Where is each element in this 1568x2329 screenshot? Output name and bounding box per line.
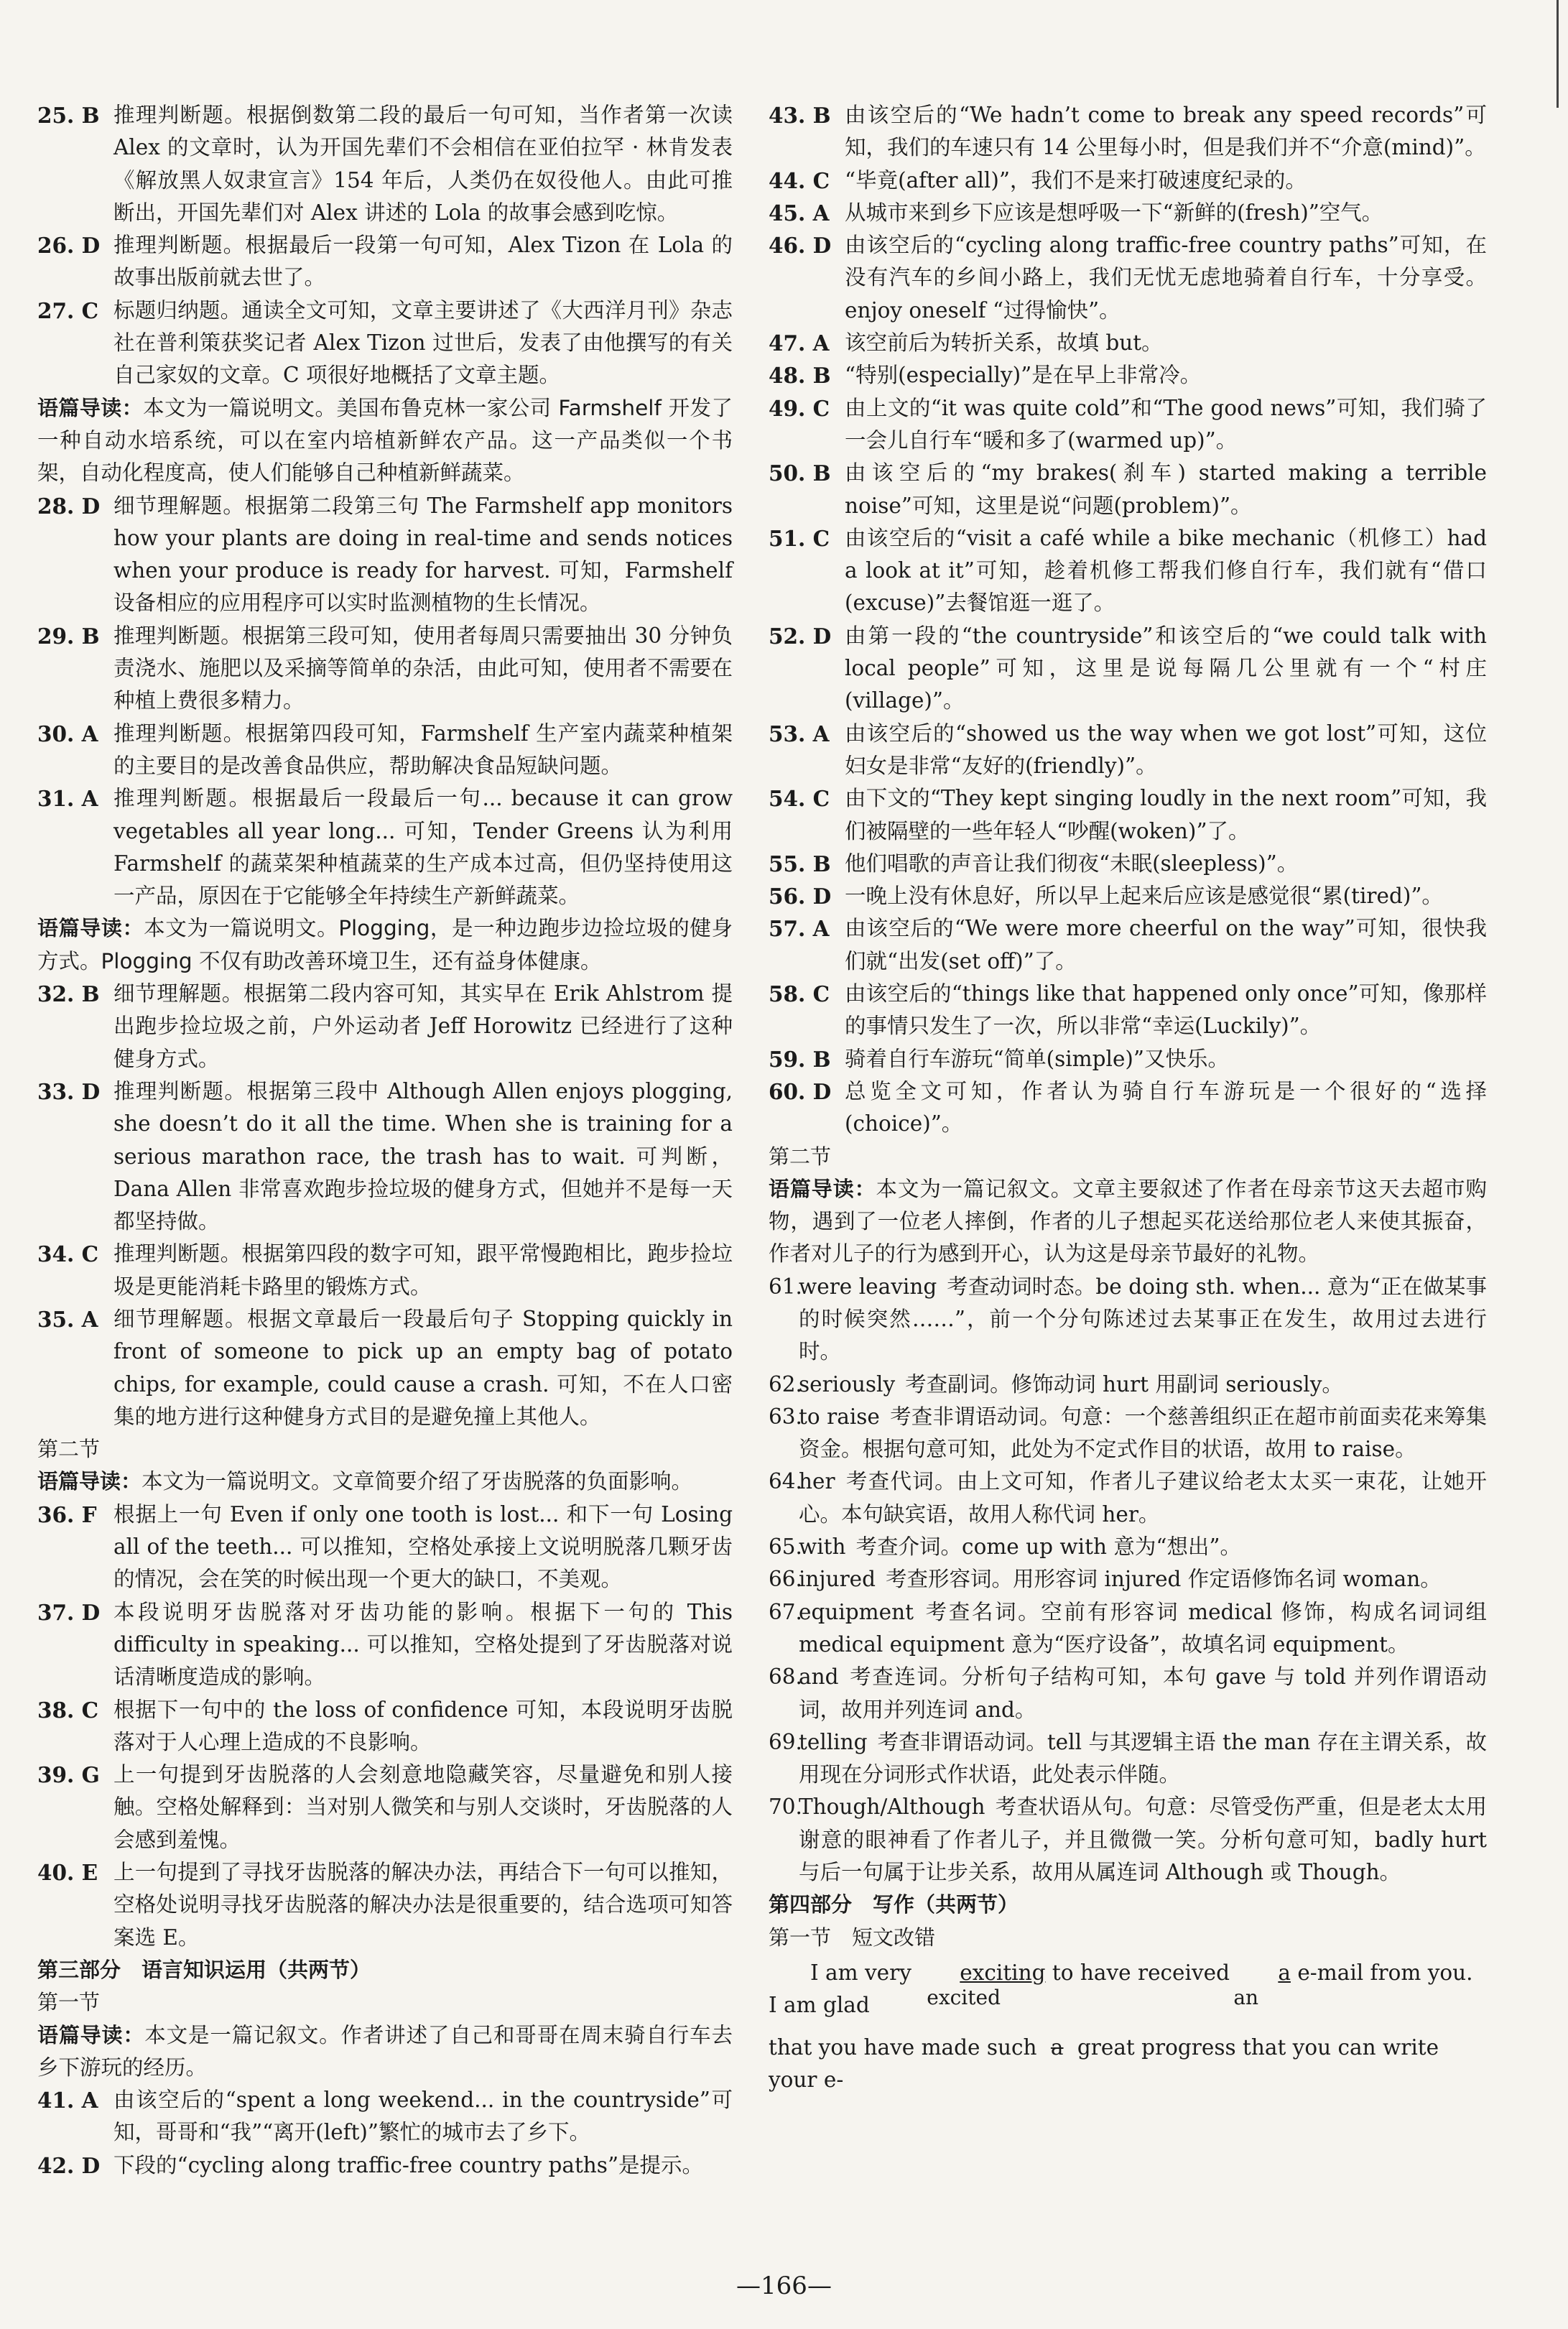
answer-explanation: 考查状语从句。句意：尽管受伤严重，但是老太太用谢意的眼神看了作者儿子，并且微微一笑。分析句意可知，badly hurt 与后一句属于让步关系，故用从属连词 Although 或 Though。 [799, 1795, 1487, 1885]
answer-explanation: 推理判断题。根据第三段中 Although Allen enjoys plogging, she doesn’t do it all the time. When she is training for a serious marathon race, the trash has to wait. 可判断，Dana Allen 非常喜欢跑步捡垃圾的健身方式，但她并不是每一天都坚持做。 [113, 1078, 733, 1234]
answer-explanation: 由该空后的“things like that happened only once”可知，像那样的事情只发生了一次，所以非常“幸运(Luckily)”。 [845, 981, 1487, 1039]
answer-item [37, 1238, 733, 1303]
section-heading: 第一节 [37, 1990, 101, 2015]
answer-number: 42. D [37, 2152, 101, 2178]
answer-number: 59. B [769, 1046, 831, 1072]
passage-guide [37, 392, 733, 490]
answer-explanation: 推理判断题。根据倒数第二段的最后一句可知，当作者第一次读 Alex 的文章时，认为开国先辈们不会相信在亚伯拉罕 · 林肯发表《解放黑人奴隶宣言》154 年后，人类仍在奴役他人。由此可推断出，开国先辈们对 Alex 讲述的 Lola 的故事会感到吃惊。 [113, 103, 733, 225]
answer-number: 43. B [769, 103, 831, 128]
answer-item [37, 1596, 733, 1694]
answer-item [37, 1694, 733, 1759]
answer-number: 40. E [37, 1860, 98, 1886]
answer-item [769, 392, 1487, 458]
answer-explanation: 下段的“cycling along traffic-free country paths”是提示。 [113, 2152, 704, 2177]
answer-number: 33. D [37, 1078, 101, 1104]
answer-number: 34. C [37, 1241, 99, 1267]
answer-explanation: 由该空后的“spent a long weekend... in the countryside”可知，哥哥和“我”“离开(left)”繁忙的城市去了乡下。 [113, 2088, 733, 2145]
right-column-list [769, 99, 1487, 1954]
correction-line-1 [769, 1957, 1487, 2022]
section-heading: 第二节 [769, 1144, 832, 1169]
left-column [37, 99, 733, 2182]
answer-explanation: 由该空后的“my brakes(刹车) started making a terrible noise”可知，这里是说“问题(problem)”。 [845, 460, 1487, 518]
grammar-answer-item [769, 1271, 1487, 1369]
page-number: —166— [736, 2272, 832, 2300]
passage-guide [769, 1173, 1487, 1271]
answer-number: 39. G [37, 1762, 100, 1788]
answer-explanation: 推理判断题。根据第四段可知，Farmshelf 生产室内蔬菜种植架的主要目的是改善食品供应，帮助解决食品短缺问题。 [113, 721, 733, 778]
answer-item [769, 782, 1487, 848]
answer-number: 29. B [37, 623, 100, 649]
guide-text: 本文为一篇说明文。Plogging，是一种边跑步边捡垃圾的健身方式。Plogging 不仅有助改善环境卫生，还有益身体健康。 [37, 916, 733, 973]
answer-explanation: 推理判断题。根据最后一段最后一句... because it can grow vegetables all year long... 可知，Tender Greens 认为利用 Farmshelf 的蔬菜架种植蔬菜的生产成本过高，但仍坚持使用这一产品，原因在于它能够全年持续生产新鲜蔬菜。 [113, 786, 733, 909]
answer-item [37, 2149, 733, 2182]
answer-item [769, 978, 1487, 1043]
answer-number: 51. C [769, 525, 830, 551]
answer-number: 54. C [769, 786, 830, 812]
answer-explanation: 由下文的“They kept singing loudly in the next room”可知，我们被隔壁的一些年轻人“吵醒(woken)”了。 [845, 786, 1487, 843]
answer-number: 58. C [769, 981, 830, 1007]
answer-item [769, 327, 1487, 359]
answer-item [37, 1856, 733, 1954]
answer-number: 61. [769, 1274, 802, 1299]
answer-item [37, 490, 733, 620]
answer-item [37, 620, 733, 718]
answer-number: 38. C [37, 1697, 99, 1723]
right-column [769, 99, 1487, 2096]
answer-explanation: 由该空后的“cycling along traffic-free country paths”可知，在没有汽车的乡间小路上，我们无忧无虑地骑着自行车，十分享受。enjoy oneself “过得愉快”。 [845, 233, 1487, 323]
answer-explanation: 根据下一句中的 the loss of confidence 可知，本段说明牙齿脱落对于人心理上造成的不良影响。 [113, 1697, 733, 1754]
answer-number: 47. A [769, 330, 830, 356]
answer-number: 68. [769, 1664, 802, 1690]
answer-item [37, 2084, 733, 2149]
correction-text: to have received [1052, 1960, 1230, 1985]
correction-line-2 [769, 2032, 1487, 2096]
fix-an: an [1233, 1985, 1259, 2009]
answer-explanation: 由该空后的“We were more cheerful on the way”可知，很快我们就“出发(set off)”了。 [845, 916, 1487, 973]
answer-number: 70. [769, 1795, 802, 1820]
answer-explanation: 细节理解题。根据第二段内容可知，其实早在 Erik Ahlstrom 提出跑步捡垃圾之前，户外运动者 Jeff Horowitz 已经进行了这种健身方式。 [113, 981, 733, 1071]
answer-item [769, 1075, 1487, 1141]
answer-item [37, 1303, 733, 1433]
answer-item [769, 457, 1487, 522]
guide-text: 本文为一篇记叙文。文章主要叙述了作者在母亲节这天去超市购物，遇到了一位老人摔倒，作者的儿子想起买花送给那位老人来使其振奋，作者对儿子的行为感到开心，认为这是母亲节最好的礼物。 [769, 1176, 1487, 1267]
answer-item [37, 229, 733, 295]
answer-explanation: 骑着自行车游玩“简单(simple)”又快乐。 [845, 1046, 1230, 1071]
answer-explanation: 由上文的“it was quite cold”和“The good news”可知，我们骑了一会儿自行车“暖和多了(warmed up)”。 [845, 395, 1487, 453]
answer-item [37, 1499, 733, 1596]
section-heading: 第二节 [37, 1437, 101, 1462]
answer-number: 55. B [769, 851, 831, 876]
passage-guide [37, 1466, 733, 1498]
passage-guide [37, 912, 733, 978]
answer-explanation: 上一句提到牙齿脱落的人会刻意地隐藏笑容，尽量避免和别人接触。空格处解释到：当对别人微笑和与别人交谈时，牙齿脱落的人会感到羞愧。 [113, 1762, 733, 1852]
answer-number: 36. F [37, 1501, 97, 1527]
guide-label: 语篇导读： [37, 1469, 142, 1494]
guide-label: 语篇导读： [37, 916, 144, 941]
correction-text: I am very [810, 1960, 911, 1985]
answer-number: 49. C [769, 395, 830, 421]
answer-number: 52. D [769, 623, 832, 649]
grammar-answer-item [769, 1369, 1487, 1401]
answer-item [769, 912, 1487, 978]
answer-explanation: 从城市来到乡下应该是想呼吸一下“新鲜的(fresh)”空气。 [845, 200, 1383, 225]
answer-number: 44. C [769, 167, 830, 193]
answer-word: with [799, 1534, 846, 1560]
answer-word: her [799, 1469, 835, 1494]
answer-explanation: 根据上一句 Even if only one tooth is lost... 和下一句 Losing all of the teeth... 可以推知，空格处承接上文说明脱落几颗牙齿的情况，会在笑的时候出现一个更大的缺口，不美观。 [113, 1501, 733, 1592]
answer-explanation: 考查动词时态。be doing sth. when... 意为“正在做某事的时候突然……”，前一个分句陈述过去某事正在发生，故用过去进行时。 [799, 1274, 1487, 1364]
answer-explanation: 考查副词。修饰动词 hurt 用副词 seriously。 [905, 1371, 1343, 1397]
answer-explanation: 标题归纳题。通读全文可知，文章主要讲述了《大西洋月刊》杂志社在普利策获奖记者 Alex Tizon 过世后，发表了由他撰写的有关自己家奴的文章。C 项很好地概括了文章主题。 [113, 297, 733, 388]
guide-text: 本文是一篇记叙文。作者讲述了自己和哥哥在周末骑自行车去乡下游玩的经历。 [37, 2022, 733, 2080]
guide-text: 本文为一篇说明文。文章简要介绍了牙齿脱落的负面影响。 [142, 1469, 693, 1494]
answer-number: 48. B [769, 363, 831, 389]
answer-number: 32. B [37, 981, 100, 1007]
answer-number: 37. D [37, 1599, 101, 1625]
guide-text: 本文为一篇说明文。美国布鲁克林一家公司 Farmshelf 开发了一种自动水培系统，可以在室内培植新鲜农产品。这一产品类似一个书架，自动化程度高，使人们能够自己种植新鲜蔬菜。 [37, 395, 733, 486]
wrong-word-a: a [1278, 1960, 1291, 1985]
wrong-word-exciting: exciting [960, 1960, 1046, 1985]
grammar-answer-item [769, 1466, 1487, 1531]
answer-number: 66. [769, 1567, 802, 1592]
grammar-answer-item [769, 1596, 1487, 1662]
answer-number: 27. C [37, 297, 99, 323]
answer-explanation: 总览全文可知，作者认为骑自行车游玩是一个很好的“选择(choice)”。 [845, 1078, 1487, 1136]
answer-number: 62. [769, 1371, 802, 1397]
answer-item [37, 1075, 733, 1238]
grammar-answer-item [769, 1661, 1487, 1726]
correction-text: great progress that you can write your e- [769, 2034, 1439, 2092]
passage-guide [37, 2019, 733, 2085]
answer-item [769, 522, 1487, 620]
answer-explanation: 考查代词。由上文可知，作者儿子建议给老太太买一束花，让她开心。本句缺宾语，故用人称代词 her。 [799, 1469, 1487, 1527]
answer-explanation: 细节理解题。根据第二段第三句 The Farmshelf app monitors how your plants are doing in real-time and sends notices when your produce is ready for harvest. 可知，Farmshelf 设备相应的应用程序可以实时监测植物的生长情况。 [113, 493, 733, 616]
answer-explanation: 考查非谓语动词。tell 与其逻辑主语 the man 存在主谓关系，故用现在分词形式作状语，此处表示伴随。 [799, 1729, 1487, 1787]
answer-explanation: 考查形容词。用形容词 injured 作定语修饰名词 woman。 [886, 1567, 1442, 1592]
part-heading: 第四部分 写作（共两节） [769, 1892, 1019, 1917]
answer-explanation: 上一句提到了寻找牙齿脱落的解决办法，再结合下一句可以推知，空格处说明寻找牙齿脱落的解决办法是很重要的，结合选项可知答案选 E。 [113, 1860, 733, 1950]
answer-word: Though/Although [799, 1795, 985, 1820]
answer-word: seriously [799, 1371, 896, 1397]
answer-number: 46. D [769, 233, 832, 259]
answer-explanation: 他们唱歌的声音让我们彻夜“未眠(sleepless)”。 [845, 851, 1299, 876]
answer-number: 45. A [769, 200, 830, 226]
answer-explanation: 本段说明牙齿脱落对牙齿功能的影响。根据下一句的 This difficulty in speaking... 可以推知，空格处提到了牙齿脱落对说话清晰度造成的影响。 [113, 1599, 733, 1690]
correction-text: e-mail from you. I am glad [769, 1960, 1473, 2017]
deletion-mark: a [1050, 2034, 1064, 2060]
answer-explanation: 该空前后为转折关系，故填 but。 [845, 330, 1163, 356]
answer-item [769, 229, 1487, 327]
answer-item [769, 620, 1487, 718]
answer-explanation: 一晚上没有休息好，所以早上起来后应该是感觉很“累(tired)”。 [845, 884, 1443, 909]
fix-excited: excited [927, 1985, 1001, 2009]
answer-number: 30. A [37, 721, 98, 746]
guide-label: 语篇导读： [769, 1176, 876, 1201]
answer-explanation: “毕竟(after all)”，我们不是来打破速度纪录的。 [845, 167, 1307, 193]
answer-explanation: 推理判断题。根据第四段的数字可知，跟平常慢跑相比，跑步捡垃圾是更能消耗卡路里的锻炼方式。 [113, 1241, 733, 1299]
answer-number: 56. D [769, 884, 832, 909]
grammar-answer-item [769, 1791, 1487, 1889]
answer-number: 28. D [37, 493, 101, 519]
answer-word: equipment [799, 1599, 914, 1624]
answer-explanation: 由第一段的“the countryside”和该空后的“we could talk with local people”可知，这里是说每隔几公里就有一个“村庄(village)”。 [845, 623, 1487, 713]
answer-explanation: 细节理解题。根据文章最后一段最后句子 Stopping quickly in front of someone to pick up an empty bag of potato chips, for example, could cause a crash. 可知，不在人口密集的地方进行这种健身方式目的是避免撞上其他人。 [113, 1306, 733, 1429]
guide-label: 语篇导读： [37, 2022, 145, 2047]
section-heading: 第一节 短文改错 [769, 1925, 936, 1950]
answer-item [37, 295, 733, 392]
answer-explanation: 由该空后的“showed us the way when we got lost”可知，这位妇女是非常“友好的(friendly)”。 [845, 721, 1487, 778]
answer-item [769, 718, 1487, 783]
answer-item [769, 359, 1487, 392]
answer-item [37, 718, 733, 783]
answer-item [37, 1759, 733, 1856]
answer-number: 53. A [769, 721, 830, 746]
part-heading: 第三部分 语言知识运用（共两节） [37, 1957, 371, 1982]
answer-number: 65. [769, 1534, 802, 1560]
grammar-answer-item [769, 1726, 1487, 1792]
answer-explanation: 考查介词。come up with 意为“想出”。 [855, 1534, 1241, 1560]
answer-item [769, 165, 1487, 197]
answer-number: 25. B [37, 103, 100, 128]
answer-number: 69. [769, 1729, 802, 1754]
answer-explanation: 考查连词。分析句子结构可知，本句 gave 与 told 并列作谓语动词，故用并列连词 and。 [799, 1664, 1487, 1722]
answer-explanation: “特别(especially)”是在早上非常冷。 [845, 363, 1202, 388]
answer-word: and [799, 1664, 839, 1690]
grammar-answer-item [769, 1531, 1487, 1563]
answer-item [769, 99, 1487, 165]
answer-explanation: 推理判断题。根据最后一段第一句可知，Alex Tizon 在 Lola 的故事出版前就去世了。 [113, 233, 733, 290]
answer-item [37, 782, 733, 912]
grammar-answer-item [769, 1563, 1487, 1596]
answer-explanation: 推理判断题。根据第三段可知，使用者每周只需要抽出 30 分钟负责浇水、施肥以及采摘等简单的杂活，由此可知，使用者不需要在种植上费很多精力。 [113, 623, 733, 713]
answer-number: 64. [769, 1469, 802, 1494]
answer-item [769, 880, 1487, 912]
answer-item [769, 848, 1487, 880]
answer-number: 26. D [37, 233, 101, 259]
answer-word: were leaving [799, 1274, 937, 1299]
answer-item [769, 197, 1487, 229]
correction-text: that you have made such [769, 2034, 1037, 2060]
answer-explanation: 考查非谓语动词。句意：一个慈善组织正在超市前面卖花来筹集资金。根据句意可知，此处为不定式作目的状语，故用 to raise。 [799, 1404, 1487, 1462]
answer-explanation: 由该空后的“visit a café while a bike mechanic（机修工）had a look at it”可知，趁着机修工帮我们修自行车，我们就有“借口(excuse)”去餐馆逛一逛了。 [845, 525, 1487, 616]
answer-word: telling [799, 1729, 868, 1754]
page-edge-line [1557, 0, 1559, 108]
answer-number: 57. A [769, 916, 830, 942]
answer-explanation: 考查名词。空前有形容词 medical 修饰，构成名词词组 medical equipment 意为“医疗设备”，故填名词 equipment。 [799, 1599, 1487, 1657]
error-correction-passage [769, 1957, 1487, 2096]
answer-word: injured [799, 1567, 876, 1592]
answer-number: 50. B [769, 460, 831, 486]
answer-explanation: 由该空后的“We hadn’t come to break any speed records”可知，我们的车速只有 14 公里每小时，但是我们并不“介意(mind)”。 [845, 103, 1487, 160]
answer-number: 31. A [37, 786, 98, 812]
guide-label: 语篇导读： [37, 395, 144, 420]
answer-number: 60. D [769, 1078, 832, 1104]
answer-number: 41. A [37, 2088, 98, 2113]
grammar-answer-item [769, 1401, 1487, 1466]
answer-number: 63. [769, 1404, 802, 1429]
answer-number: 67. [769, 1599, 802, 1624]
answer-item [769, 1043, 1487, 1075]
answer-item [37, 978, 733, 1075]
answer-word: to raise [799, 1404, 880, 1429]
answer-item [37, 99, 733, 229]
answer-number: 35. A [37, 1306, 98, 1332]
